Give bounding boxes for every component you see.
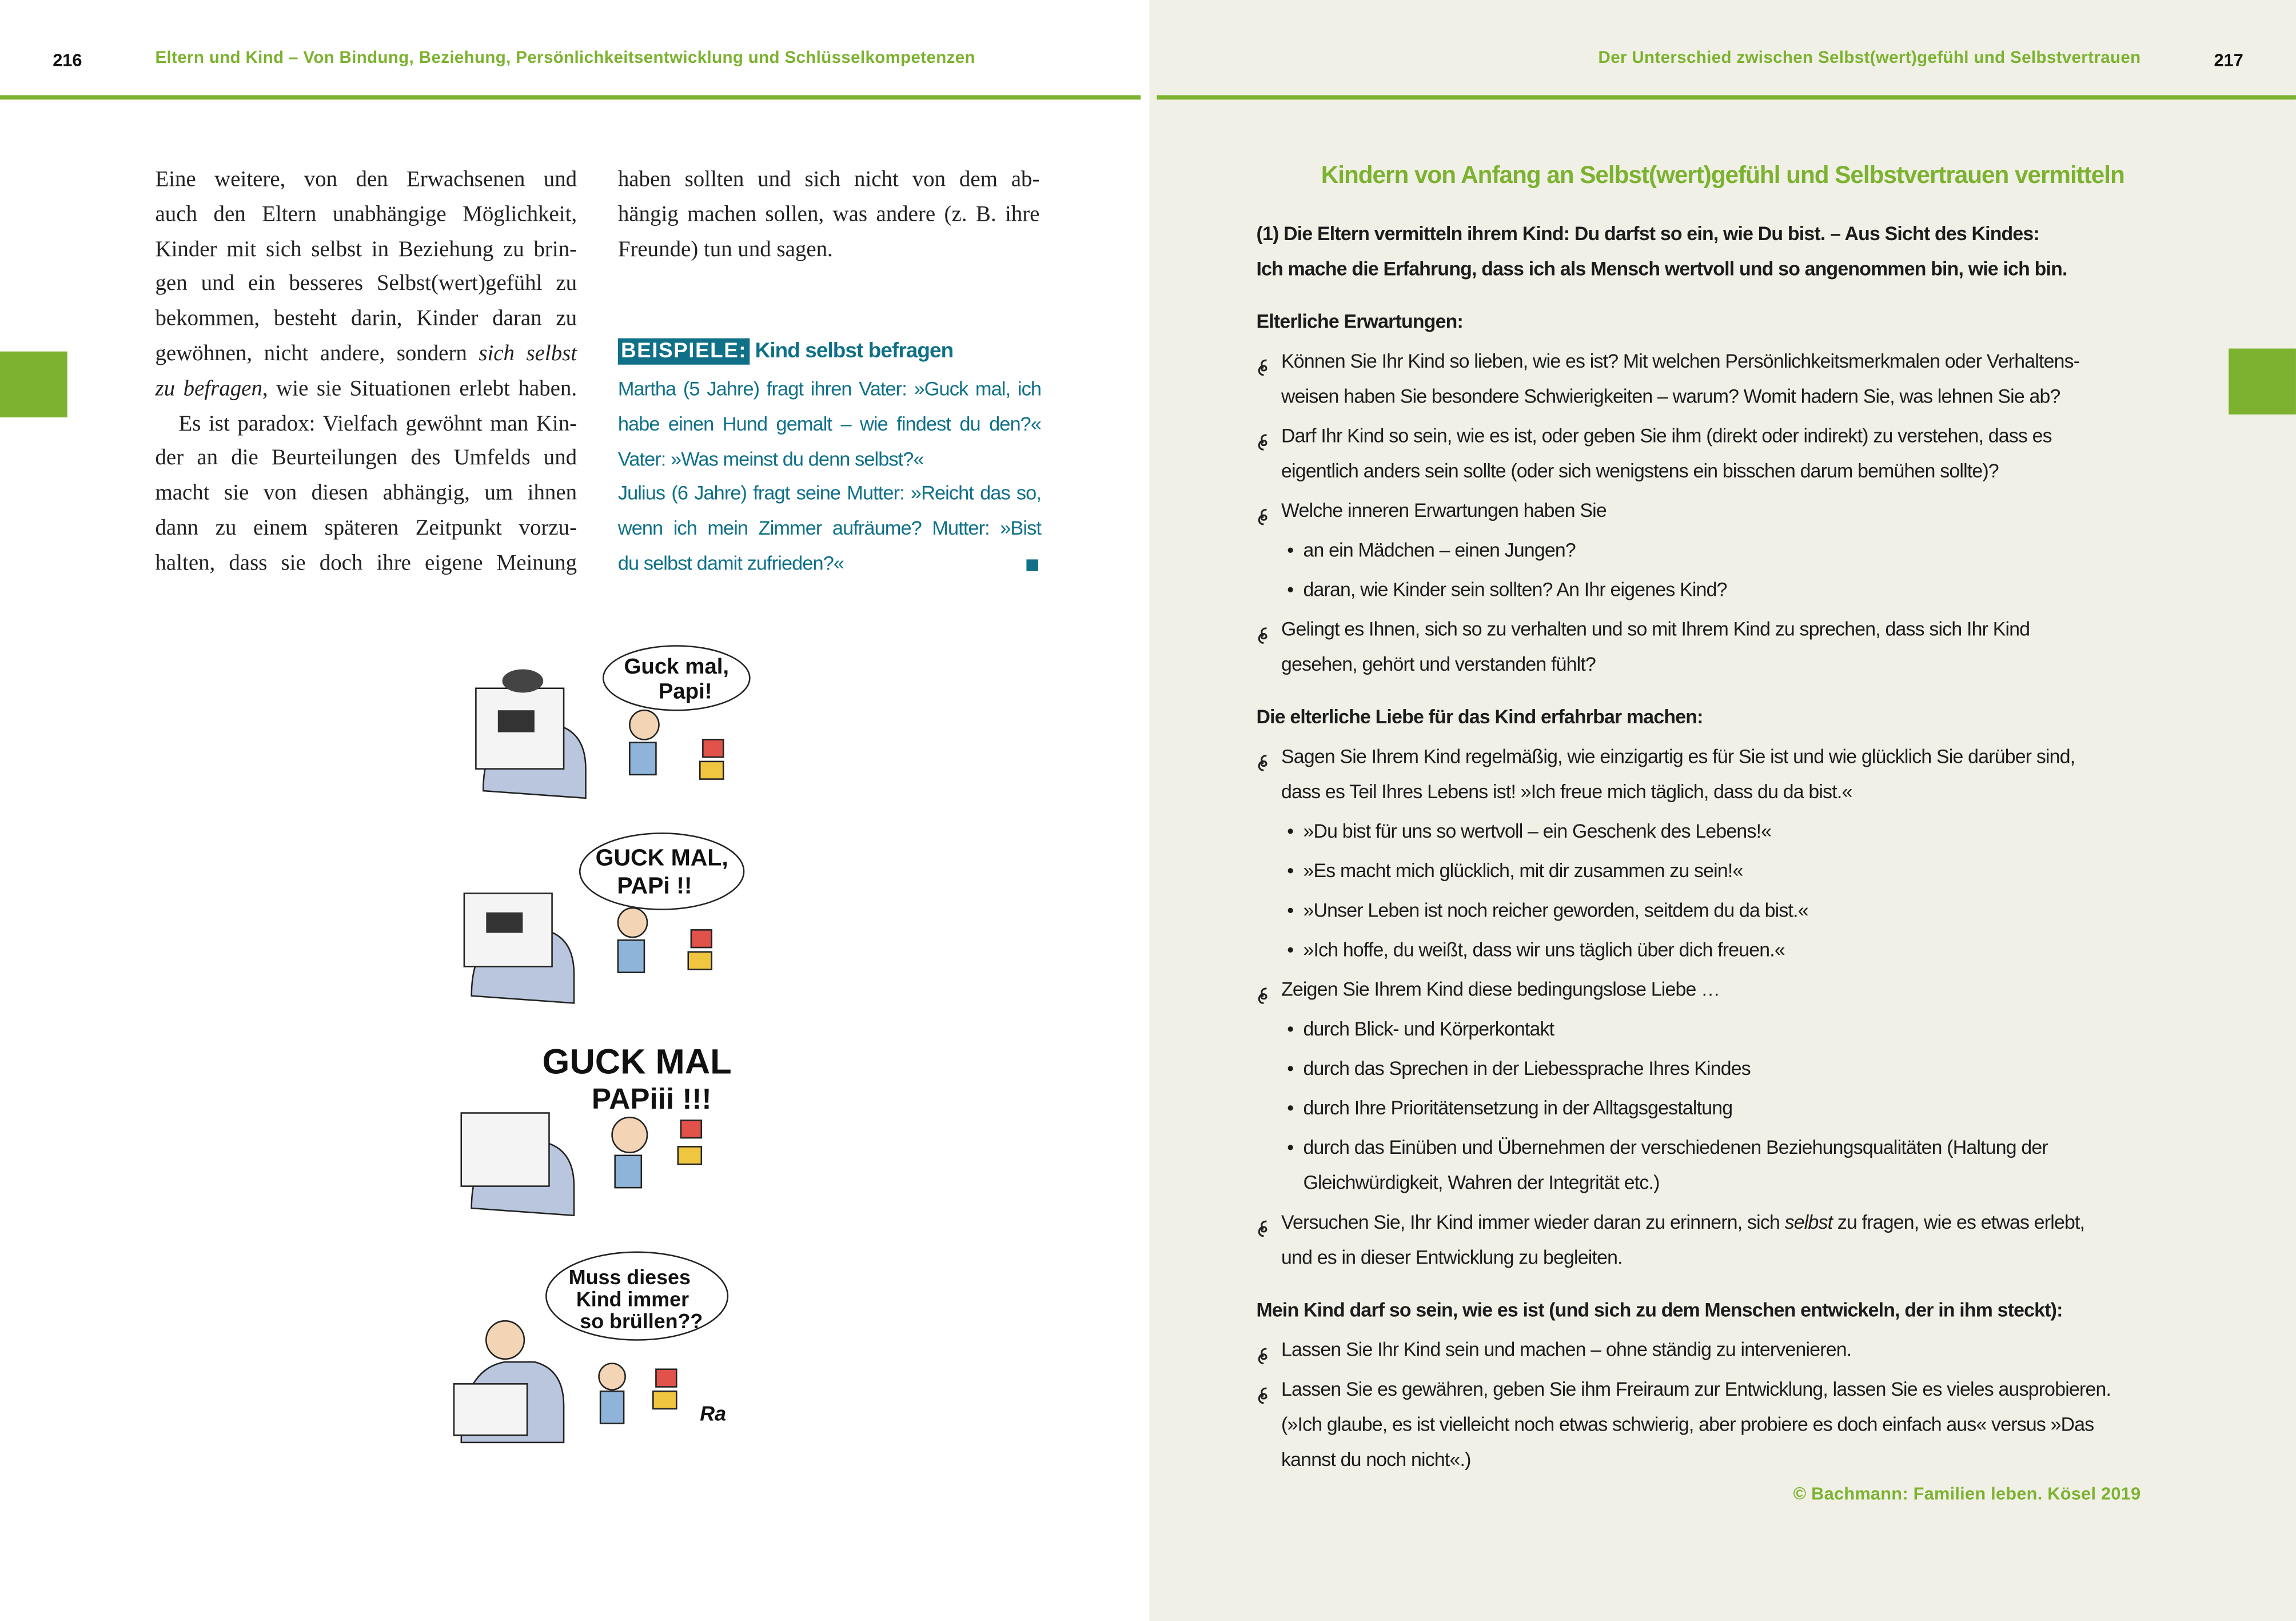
running-head-right: Der Unterschied zwischen Selbst(wert)gefühl und Selbstvertrauen <box>1598 50 2141 67</box>
artist-signature: Ra <box>700 1402 727 1425</box>
text-segment: Versuchen Sie, Ihr Kind immer wieder daran zu erinnern, sich <box>1281 1211 1785 1233</box>
text-line: weisen haben Sie besondere Schwierigkeiten – warum? Womit hadern Sie, was lehnen Sie ab? <box>1281 385 2060 408</box>
bubble-text-3a: GUCK MAL <box>542 1042 732 1082</box>
text-line: (1) Die Eltern vermitteln ihrem Kind: Du darfst so ein, wie Du bist. – Aus Sicht des Kindes: <box>1256 222 2039 245</box>
cartoon-panel-4 <box>454 1252 728 1443</box>
text-line: Sagen Sie Ihrem Kind regelmäßig, wie einzigartig es für Sie ist und wie glücklich Sie darüber sind, <box>1281 745 2075 768</box>
italic-text: selbst <box>1784 1211 1833 1233</box>
cartoon-illustration <box>439 637 754 1464</box>
text-line: Gleichwürdigkeit, Wahren der Integrität etc.) <box>1303 1171 1660 1194</box>
bubble-text-1b: Papi! <box>658 679 712 704</box>
text-line: der an die Beurteilungen des Umfelds und <box>155 445 577 471</box>
cartoon-panel-2 <box>464 833 744 1003</box>
text-line: Martha (5 Jahre) fragt ihren Vater: »Guck mal, ich <box>617 377 1042 400</box>
text-line: wenn ich mein Zimmer aufräume? Mutter: »Bist <box>617 517 1042 540</box>
sub-list-item <box>1257 533 2150 568</box>
text-line: Welche inneren Erwartungen haben Sie <box>1281 499 1607 521</box>
example-badge: BEISPIELE: <box>618 338 750 365</box>
text-line: »Du bist für uns so wertvoll – ein Geschenk des Lebens!« <box>1303 820 1772 842</box>
page-number-right: 217 <box>2214 50 2243 70</box>
cartoon-panel-1 <box>476 646 750 798</box>
text-line <box>1281 1205 2150 1240</box>
text-line: hängig machen sollen, was andere (z. B. ihre <box>617 201 1040 227</box>
text-line: Darf Ihr Kind so sein, wie es ist, oder geben Sie ihm (direkt oder indirekt) zu verstehen, dass es <box>1281 424 2052 447</box>
subheading <box>1257 1293 2150 1328</box>
text-line: »Unser Leben ist noch reicher geworden, seitdem du da bist.« <box>1303 899 1808 921</box>
example-title-text: Kind selbst befragen <box>755 340 954 364</box>
text-line: Freunde) tun und sagen. <box>617 236 833 262</box>
text-segment: zu fragen, wie es etwas erlebt, <box>1832 1211 2085 1233</box>
bullet-dot-icon: • <box>1287 1136 1294 1158</box>
list-item <box>1257 1205 2150 1276</box>
text-line: Eine weitere, von den Erwachsenen und <box>155 166 577 192</box>
bubble-text-4a: Muss dieses <box>568 1266 691 1289</box>
bullet-dot-icon: • <box>1287 539 1294 561</box>
bullet-dot-icon: • <box>1287 1097 1294 1119</box>
sub-list-item <box>1257 1012 2150 1047</box>
body-column-1 <box>155 162 577 580</box>
lead-paragraph <box>1257 217 2150 287</box>
text-line <box>155 372 577 407</box>
sub-list-item <box>1257 1052 2150 1086</box>
spiral-bullet-icon <box>1257 621 1271 639</box>
italic-text: zu befragen <box>155 376 262 401</box>
text-line: eigentlich anders sein sollte (oder sich wenigstens ein bisschen darum bemühen sollte)? <box>1281 460 1999 482</box>
text-line: kannst du noch nicht«.) <box>1281 1448 1471 1471</box>
text-line: durch das Einüben und Übernehmen der verschiedenen Beziehungsqualitäten (Haltung der <box>1303 1136 2048 1158</box>
chapter-tab-right <box>2229 349 2296 415</box>
bubble-text-3b: PAPiii !!! <box>591 1082 712 1115</box>
subheading <box>1257 305 2150 340</box>
bullet-dot-icon: • <box>1287 938 1294 961</box>
text-line: »Es macht mich glücklich, mit dir zusammen zu sein!« <box>1303 859 1743 882</box>
bullet-dot-icon: • <box>1287 578 1294 601</box>
sub-list-item <box>1257 814 2150 849</box>
text-segment: gewöhnen, nicht andere, sondern <box>155 341 479 367</box>
text-line: halten, dass sie doch ihre eigene Meinung <box>155 550 577 575</box>
text-line <box>155 337 577 372</box>
spiral-bullet-icon <box>1257 981 1271 999</box>
sub-list-item <box>1257 854 2150 889</box>
text-line: Ich mache die Erfahrung, dass ich als Mensch wertvoll und so angenommen bin, wie ich bin. <box>1256 257 2067 280</box>
text-line: auch den Eltern unabhängige Möglichkeit, <box>155 201 577 227</box>
italic-text: sich selbst <box>479 341 577 367</box>
right-body <box>1257 217 2150 1477</box>
sub-list-item <box>1257 1091 2150 1126</box>
section-heading: Kindern von Anfang an Selbst(wert)gefühl und Selbstvertrauen vermitteln <box>1321 162 2124 189</box>
bullet-dot-icon: • <box>1287 1057 1294 1080</box>
page-number-left: 216 <box>53 50 82 70</box>
text-line: Lassen Sie Ihr Kind sein und machen – ohne ständig zu intervenieren. <box>1281 1338 1852 1361</box>
text-line: du selbst damit zufrieden?« <box>617 552 844 574</box>
text-line: Können Sie Ihr Kind so lieben, wie es ist? Mit welchen Persönlichkeitsmerkmalen oder Verhaltens- <box>1281 350 2080 372</box>
list-item <box>1257 1372 2150 1477</box>
text-line: habe einen Hund gemalt – wie findest du den?« <box>617 412 1042 435</box>
chapter-tab-left <box>0 352 67 417</box>
text-line: Gelingt es Ihnen, sich so zu verhalten und so mit Ihrem Kind zu sprechen, dass sich Ihr Kind <box>1281 618 2030 640</box>
text-line: Zeigen Sie Ihrem Kind diese bedingungslose Liebe … <box>1281 978 1720 1001</box>
text-line: durch Blick- und Körperkontakt <box>1303 1018 1554 1040</box>
example-title <box>618 336 1041 372</box>
list-item <box>1257 739 2150 810</box>
spiral-bullet-icon <box>1257 1381 1271 1399</box>
spiral-bullet-icon <box>1257 1341 1271 1359</box>
cartoon-panel-3 <box>461 1042 732 1215</box>
subheading <box>1257 700 2150 735</box>
header-rule-left <box>0 95 1141 99</box>
spiral-bullet-icon <box>1257 748 1271 766</box>
text-line: Mein Kind darf so sein, wie es ist (und sich zu dem Menschen entwickeln, der in ihm steckt): <box>1256 1299 2063 1321</box>
text-line: »Ich hoffe, du weißt, dass wir uns täglich über dich freuen.« <box>1303 938 1785 961</box>
text-segment: , wie sie Situationen erlebt haben. <box>262 376 577 401</box>
list-item <box>1257 493 2150 528</box>
body-column-2 <box>618 162 1040 267</box>
copyright: © Bachmann: Familien leben. Kösel 2019 <box>1793 1483 2141 1504</box>
sub-list-item <box>1257 1130 2150 1201</box>
text-line: haben sollten und sich nicht von dem ab- <box>617 166 1040 192</box>
text-line: und es in dieser Entwicklung zu begleiten. <box>1281 1246 1623 1268</box>
spiral-bullet-icon <box>1257 353 1271 371</box>
bullet-dot-icon: • <box>1287 899 1294 921</box>
spiral-bullet-icon <box>1257 428 1271 445</box>
spiral-bullet-icon <box>1257 1214 1271 1232</box>
sub-list-item <box>1257 893 2150 928</box>
text-line: bekommen, besteht darin, Kinder daran zu <box>155 306 577 332</box>
text-line: dass es Teil Ihres Lebens ist! »Ich freue mich täglich, dass du da bist.« <box>1281 780 1852 803</box>
list-item <box>1257 612 2150 683</box>
bubble-text-2a: GUCK MAL, <box>595 844 728 871</box>
bullet-dot-icon: • <box>1287 1018 1294 1040</box>
bullet-dot-icon: • <box>1287 859 1294 882</box>
text-line: Es ist paradox: Vielfach gewöhnt man Kin- <box>178 411 577 436</box>
text-line: dann zu einem späteren Zeitpunkt vorzu- <box>155 515 577 541</box>
running-head-left: Eltern und Kind – Von Bindung, Beziehung, Persönlichkeitsentwicklung und Schlüsselkompetenzen <box>155 50 975 67</box>
list-item <box>1257 1333 2150 1368</box>
example-lines <box>618 372 1041 582</box>
text-line: daran, wie Kinder sein sollten? An Ihr eigenes Kind? <box>1303 578 1727 601</box>
text-line: Julius (6 Jahre) fragt seine Mutter: »Reicht das so, <box>617 482 1042 505</box>
sub-list-item <box>1257 933 2150 967</box>
bullet-dot-icon: • <box>1287 820 1294 842</box>
spiral-bullet-icon <box>1257 502 1271 520</box>
end-mark-icon <box>1026 559 1038 571</box>
text-line: durch Ihre Prioritätensetzung in der Alltagsgestaltung <box>1303 1097 1733 1119</box>
text-line: Vater: »Was meinst du denn selbst?« <box>617 447 924 470</box>
list-item <box>1257 973 2150 1007</box>
text-line: Kinder mit sich selbst in Beziehung zu brin- <box>155 236 577 262</box>
list-item <box>1257 344 2150 415</box>
header-rule-right <box>1157 95 2296 99</box>
bubble-text-4b: Kind immer <box>576 1288 689 1311</box>
sub-list-item <box>1257 572 2150 607</box>
bubble-text-4c: so brüllen?? <box>580 1310 703 1333</box>
bubble-text-1a: Guck mal, <box>624 654 730 679</box>
text-line: (»Ich glaube, es ist vielleicht noch etwas schwierig, aber probiere es doch einfach aus« versus »Das <box>1281 1413 2094 1435</box>
text-line: durch das Sprechen in der Liebessprache Ihres Kindes <box>1303 1057 1751 1080</box>
text-line: Die elterliche Liebe für das Kind erfahrbar machen: <box>1256 706 1703 728</box>
example-box <box>618 336 1041 582</box>
text-line: an ein Mädchen – einen Jungen? <box>1303 539 1576 561</box>
text-line: Elterliche Erwartungen: <box>1256 310 1463 333</box>
text-line: gesehen, gehört und verstanden fühlt? <box>1281 653 1596 675</box>
list-item <box>1257 419 2150 489</box>
text-line: Lassen Sie es gewähren, geben Sie ihm Freiraum zur Entwicklung, lassen Sie es vieles ausprobieren. <box>1281 1378 2111 1400</box>
bubble-text-2b: PAPi !! <box>617 872 692 899</box>
text-line: gen und ein besseres Selbst(wert)gefühl zu <box>155 271 577 297</box>
text-line: macht sie von diesen abhängig, um ihnen <box>155 480 577 506</box>
